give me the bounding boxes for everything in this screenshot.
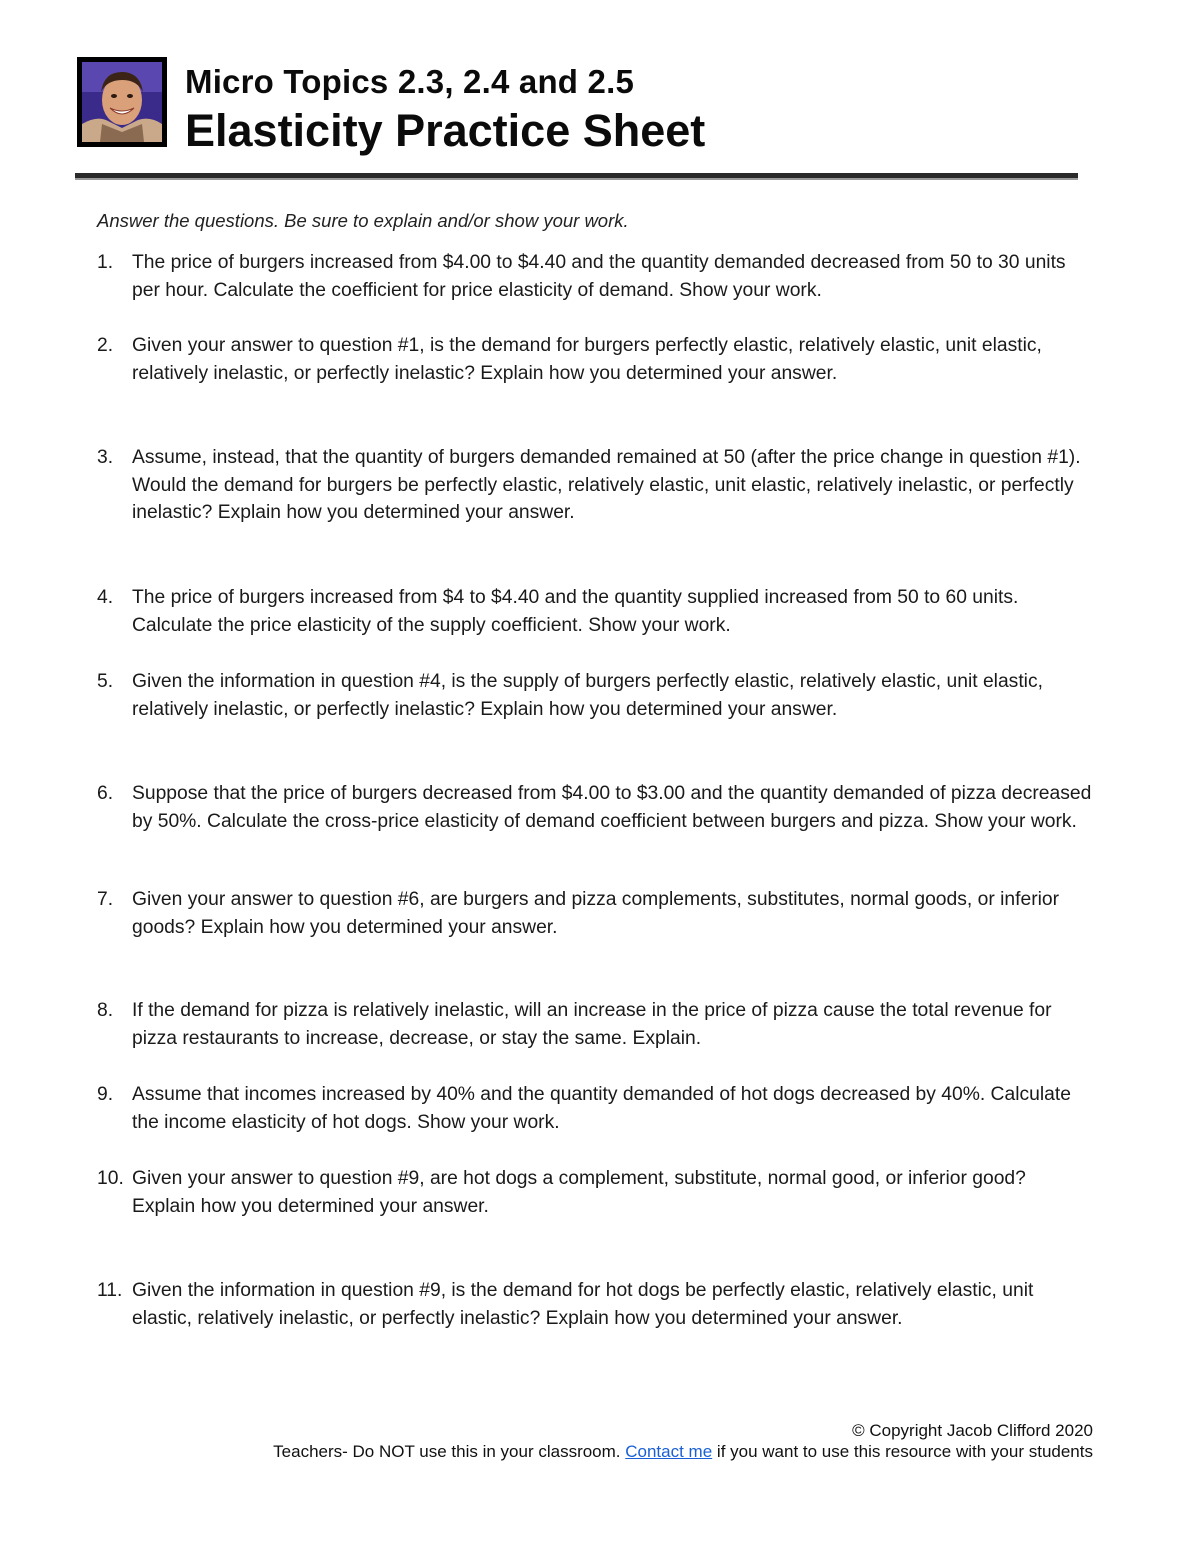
question-number: 4. [97,587,114,608]
question-text: Given the information in question #4, is the supply of burgers perfectly elastic, relatively elastic, unit elastic, relatively inelastic, or perfectly inelastic? Explain how you determined your answer. [132,671,1043,720]
contact-me-link[interactable]: Contact me [625,1442,713,1461]
question-text: Assume that incomes increased by 40% and the quantity demanded of hot dogs decreased by 40%. Calculate the income elasticity of hot dogs. Show your work. [132,1084,1071,1133]
question-number: 9. [97,1084,114,1105]
question-number: 8. [97,1000,114,1021]
question-number: 3. [97,447,114,468]
question-number: 11. [97,1280,123,1301]
question-number: 5. [97,671,114,692]
question-text: Suppose that the price of burgers decreased from $4.00 to $3.00 and the quantity demanded of pizza decreased by 50%. Calculate the cross-price elasticity of demand coefficient between burgers and pizza. Show your work. [132,783,1092,832]
question-text: Given your answer to question #9, are hot dogs a complement, substitute, normal good, or inferior good? Explain how you determined your answer. [132,1168,1026,1217]
question-number: 2. [97,335,114,356]
question-text: Given your answer to question #6, are burgers and pizza complements, substitutes, normal goods, or inferior goods? Explain how you determined your answer. [132,889,1060,938]
instructions: Answer the questions. Be sure to explain and/or show your work. [97,210,629,231]
question-text: Given the information in question #9, is the demand for hot dogs be perfectly elastic, relatively elastic, unit elastic, relatively inelastic, or perfectly inelastic? Explain how you determined your answer. [132,1280,1034,1329]
author-portrait-icon [82,62,162,142]
page-title: Elasticity Practice Sheet [185,105,706,156]
question-text: The price of burgers increased from $4.00 to $4.40 and the quantity demanded decreased from 50 to 30 units per hour. Calculate the coefficient for price elasticity of demand. Show your work. [132,252,1066,301]
question-text: Assume, instead, that the quantity of burgers demanded remained at 50 (after the price change in question #1). Would the demand for burgers be perfectly elastic, relatively elastic, unit elastic, relatively inelastic, or perfectly inelastic? Explain how you determined your answer. [132,447,1081,523]
question-number: 1. [97,252,114,273]
copyright-text: © Copyright Jacob Clifford 2020 [852,1421,1093,1440]
header [77,57,1077,157]
question-text: If the demand for pizza is relatively inelastic, will an increase in the price of pizza cause the total revenue for pizza restaurants to increase, decrease, or stay the same. Explain. [132,1000,1052,1049]
question-number: 6. [97,783,114,804]
footer [273,1420,1093,1462]
question-text: Given your answer to question #1, is the demand for burgers perfectly elastic, relatively elastic, unit elastic, relatively inelastic, or perfectly inelastic? Explain how you determined your answer. [132,335,1042,384]
question-number: 10. [97,1168,124,1189]
page-subtitle: Micro Topics 2.3, 2.4 and 2.5 [185,63,635,100]
usage-notice-before: Teachers- Do NOT use this in your classroom. [273,1442,626,1461]
question-number: 7. [97,889,114,910]
usage-notice-after: if you want to use this resource with your students [712,1442,1093,1461]
author-photo [77,57,167,147]
header-divider [75,173,1078,180]
usage-notice [273,1441,1093,1462]
question-text: The price of burgers increased from $4 to $4.40 and the quantity supplied increased from 50 to 60 units. Calculate the price elasticity of the supply coefficient. Show your work. [132,587,1019,636]
